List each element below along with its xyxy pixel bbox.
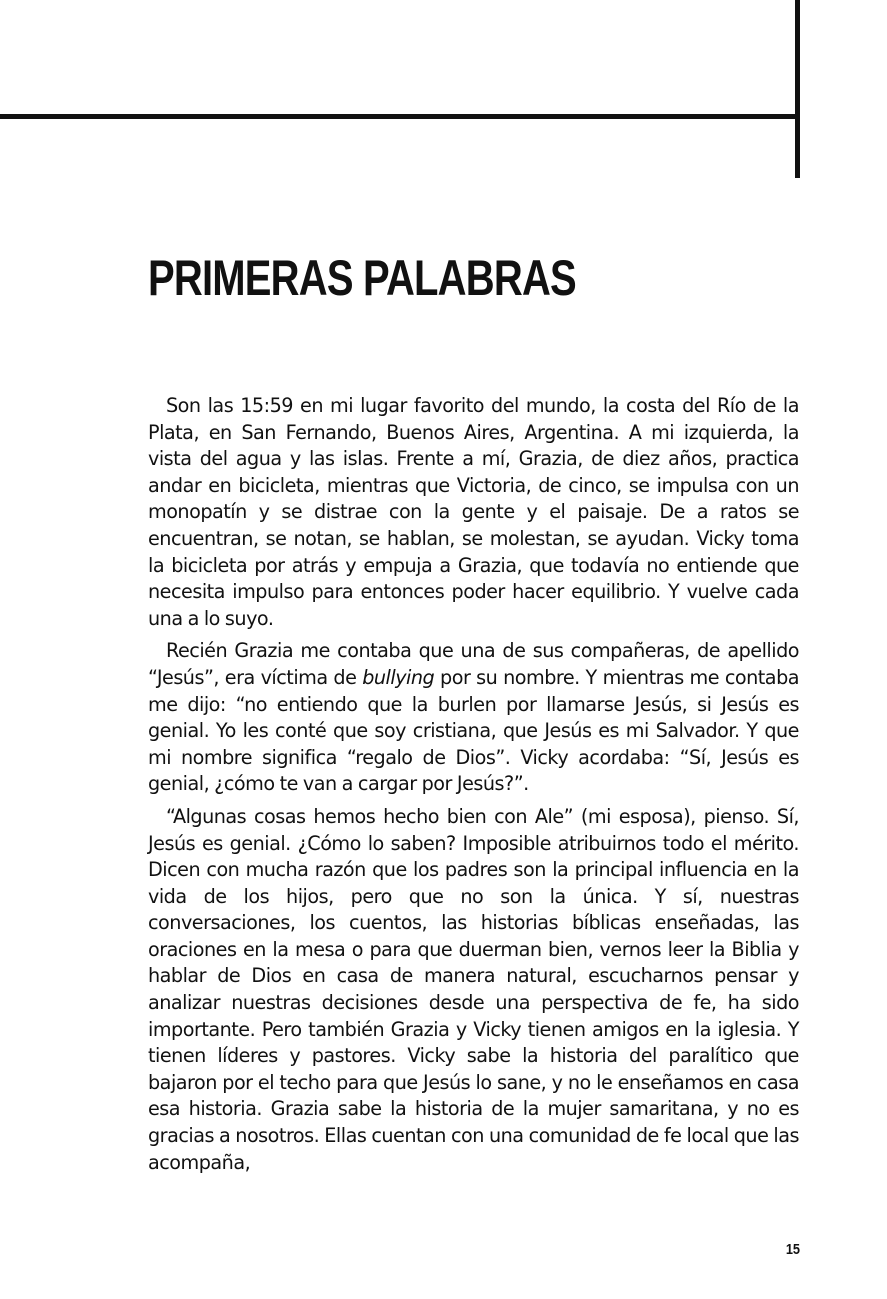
paragraph-1 [148,393,799,632]
paragraph-1-text: Son las 15:59 en mi lugar favorito del mundo, la costa del Río de la Plata, en San Fernando, Buenos Aires, Argentina. A mi izquierda, la vista del agua y las islas. Frente a mí, Grazia, de diez años, practica andar en bicicleta, mientras que Victoria, de cinco, se impulsa con un monopatín y se distrae con la gente y el paisaje. De a ratos se encuentran, se notan, se hablan, se molestan, se ayudan. Vicky toma la bicicleta por atrás y empuja a Grazia, que todavía no entiende que necesita impulso para entonces poder hacer equilibrio. Y vuelve cada una a lo suyo. [148,394,799,630]
paragraph-3-text: “Algunas cosas hemos hecho bien con Ale” (mi esposa), pienso. Sí, Jesús es genial. ¿Cómo lo saben? Imposible atribuirnos todo el mérito. Dicen con mucha razón que los padres son la principal influencia en la vida de los hijos, pero que no son la única. Y sí, nuestras conversaciones, los cuentos, las historias bíblicas enseñadas, las oraciones en la mesa o para que duerman bien, vernos leer la Biblia y hablar de Dios en casa de manera natural, escucharnos pensar y analizar nuestras decisiones desde una perspectiva de fe, ha sido importante. Pero también Grazia y Vicky tienen amigos en la iglesia. Y tienen líderes y pastores. Vicky sabe la historia del paralítico que bajaron por el techo para que Jesús lo sane, y no le enseñamos en casa esa historia. Grazia sabe la historia de la mujer samaritana, y no es gracias a nosotros. Ellas cuentan con una comunidad de fe local que las acompaña, [148,804,799,1174]
header-horizontal-rule [0,114,800,119]
paragraph-2-italic-term: bullying [362,665,435,689]
header-vertical-rule [795,0,800,178]
paragraph-2-text-end: por su nombre. Y mientras me contaba me dijo: “no entiendo que la burlen por llamarse Jesús, si Jesús es genial. Yo les conté que soy cristiana, que Jesús es mi Salvador. Y que mi nombre significa “regalo de Dios”. Vicky acordaba: “Sí, Jesús es genial, ¿cómo te van a cargar por Jesús?”. [148,665,800,796]
page-number: 15 [785,1241,800,1258]
paragraph-2 [148,638,799,798]
chapter-title: PRIMERAS PALABRAS [148,250,576,306]
chapter-body [148,393,799,1182]
paragraph-2-text-start: Recién Grazia me contaba que una de sus compañeras, de apellido “Jesús”, era víctima de [148,639,799,689]
paragraph-3 [148,804,799,1176]
